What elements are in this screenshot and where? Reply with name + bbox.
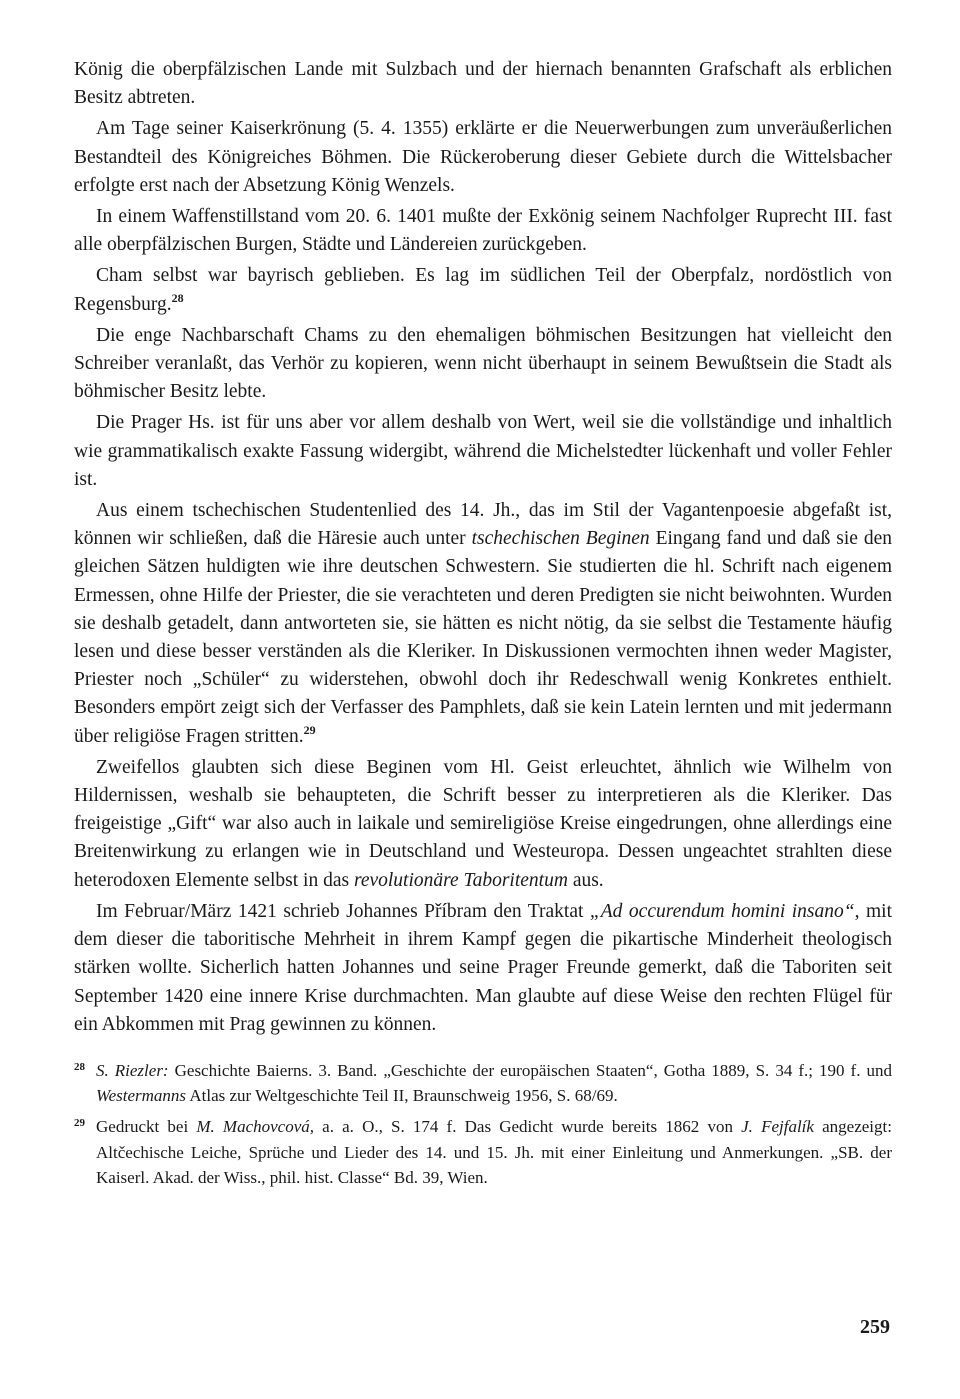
text-run: Zweifellos glaubten sich diese Beginen vom Hl. Geist erleuchtet, ähnlich wie Wilhelm von Hildernissen, weshalb sie behaupteten, die Schrift besser zu interpretieren als die Kleriker. Das freigeistige „Gift“ war also auch in laikale und semireligiöse Kreise eingedrungen, ohne allerdings eine Breitenwirkung zu erlangen wie in Deutschland und Westeuropa. Dessen ungeachtet strahlten diese heterodoxen Elemente selbst in das [74,756,892,891]
footnotes-section [74,1058,892,1190]
body-text [74,56,892,1039]
paragraph [74,56,892,112]
text-run: Cham selbst war bayrisch geblieben. Es lag im südlichen Teil der Oberpfalz, nordöstlich von Regensburg. [74,265,892,315]
footnote [74,1058,892,1108]
paragraph [74,754,892,895]
text-run: In einem Waffenstillstand vom 20. 6. 1401 mußte der Exkönig seinem Nachfolger Ruprecht III. fast alle oberpfälzischen Burgen, Städte und Ländereien zurückgeben. [74,206,892,256]
italic-text: Westermanns [96,1086,187,1106]
text-run: Im Februar/März 1421 schrieb Johannes Příbram den Traktat [96,900,590,922]
footnote-reference: 28 [171,290,184,305]
text-run: König die oberpfälzischen Lande mit Sulzbach und der hiernach benannten Grafschaft als erblichen Besitz abtreten. [74,59,892,109]
footnote-number: 28 [74,1060,85,1073]
text-run: Aus einem tschechischen Studentenlied des 14. Jh., das im Stil der Vagantenpoesie abgefaßt ist, können wir schließen, daß die Häresie auch unter [74,500,892,550]
text-run: a. a. O., S. 174 f. Das Gedicht wurde bereits 1862 von [314,1117,742,1137]
italic-text: S. Riezler: [96,1060,169,1080]
text-run: , mit dem dieser die taboritische Mehrheit in ihrem Kampf gegen die pikartische Minderheit theologisch stärken wollte. Sicherlich hatten Johannes und seine Prager Freunde gemerkt, daß die Taboriten seit September 1420 eine innere Krise durchmachten. Man glaubte auf diese Weise den rechten Flügel für ein Abkommen mit Prag gewinnen zu können. [74,900,892,1035]
text-run: angezeigt: Altčechische Leiche, Sprüche und Lieder des 14. und 15. Jh. mit einer Einleitung und Anmerkungen. „SB. der Kaiserl. Akad. der Wiss., phil. hist. Classe“ Bd. 39, Wien. [96,1117,892,1187]
text-run: Die enge Nachbarschaft Chams zu den ehemaligen böhmischen Besitzungen hat vielleicht den Schreiber veranlaßt, das Verhör zu kopieren, wenn nicht überhaupt in seinem Bewußtsein die Stadt als böhmischer Besitz lebte. [74,324,892,403]
paragraph [74,203,892,259]
italic-text: tschechischen Beginen [471,528,650,550]
text-run: Gedruckt bei [96,1117,197,1137]
page-number: 259 [860,1316,890,1338]
paragraph [74,497,892,751]
footnote-reference: 29 [303,722,316,737]
footnote-number: 29 [74,1117,85,1130]
paragraph [74,115,892,200]
text-run: Geschichte Baierns. 3. Band. „Geschichte der europäischen Staaten“, Gotha 1889, S. 34 f.; 190 f. und [168,1060,892,1080]
footnote [74,1114,892,1190]
text-run: Die Prager Hs. ist für uns aber vor allem deshalb von Wert, weil sie die vollständige und inhaltlich wie grammatikalisch exakte Fassung widergibt, während die Michelstedter lückenhaft und voller Fehler ist. [74,412,892,490]
text-run: Am Tage seiner Kaiserkrönung (5. 4. 1355) erklärte er die Neuerwerbungen zum unveräußerlichen Bestandteil des Königreiches Böhmen. Die Rückeroberung dieser Gebiete durch die Wittelsbacher erfolgte erst nach der Absetzung König Wenzels. [74,118,892,196]
text-run: aus. [567,869,604,891]
document-page [74,56,892,1196]
italic-text: J. Fejfalík [741,1117,814,1137]
italic-text: M. Machovcová, [196,1117,315,1137]
italic-text: revolutionäre Taboritentum [353,869,568,891]
paragraph [74,262,892,318]
paragraph [74,409,892,494]
text-run: Eingang fand und daß sie den gleichen Sätzen huldigten wie ihre deutschen Schwestern. Sie studierten die hl. Schrift nach eigenem Ermessen, ohne Hilfe der Priester, die sie verachteten und deren Predigten sie nicht beiwohnten. Wurden sie deshalb getadelt, dann antworteten sie, sie hätten es nicht nötig, da sie selbst die Testamente häufig lesen und diese besser verständen als die Kleriker. In Diskussionen vermochten ihnen weder Magister, Priester noch „Schüler“ zu widerstehen, obwohl doch ihr Redeschwall wenig Konkretes enthielt. Besonders empört zeigt sich der Verfasser des Pamphlets, daß sie kein Latein lernten und mit jedermann über religiöse Fragen stritten. [74,528,892,747]
italic-text: „Ad occurendum homini insano“ [589,900,855,922]
paragraph [74,322,892,407]
text-run: Atlas zur Weltgeschichte Teil II, Braunschweig 1956, S. 68/69. [186,1086,618,1106]
paragraph [74,898,892,1039]
